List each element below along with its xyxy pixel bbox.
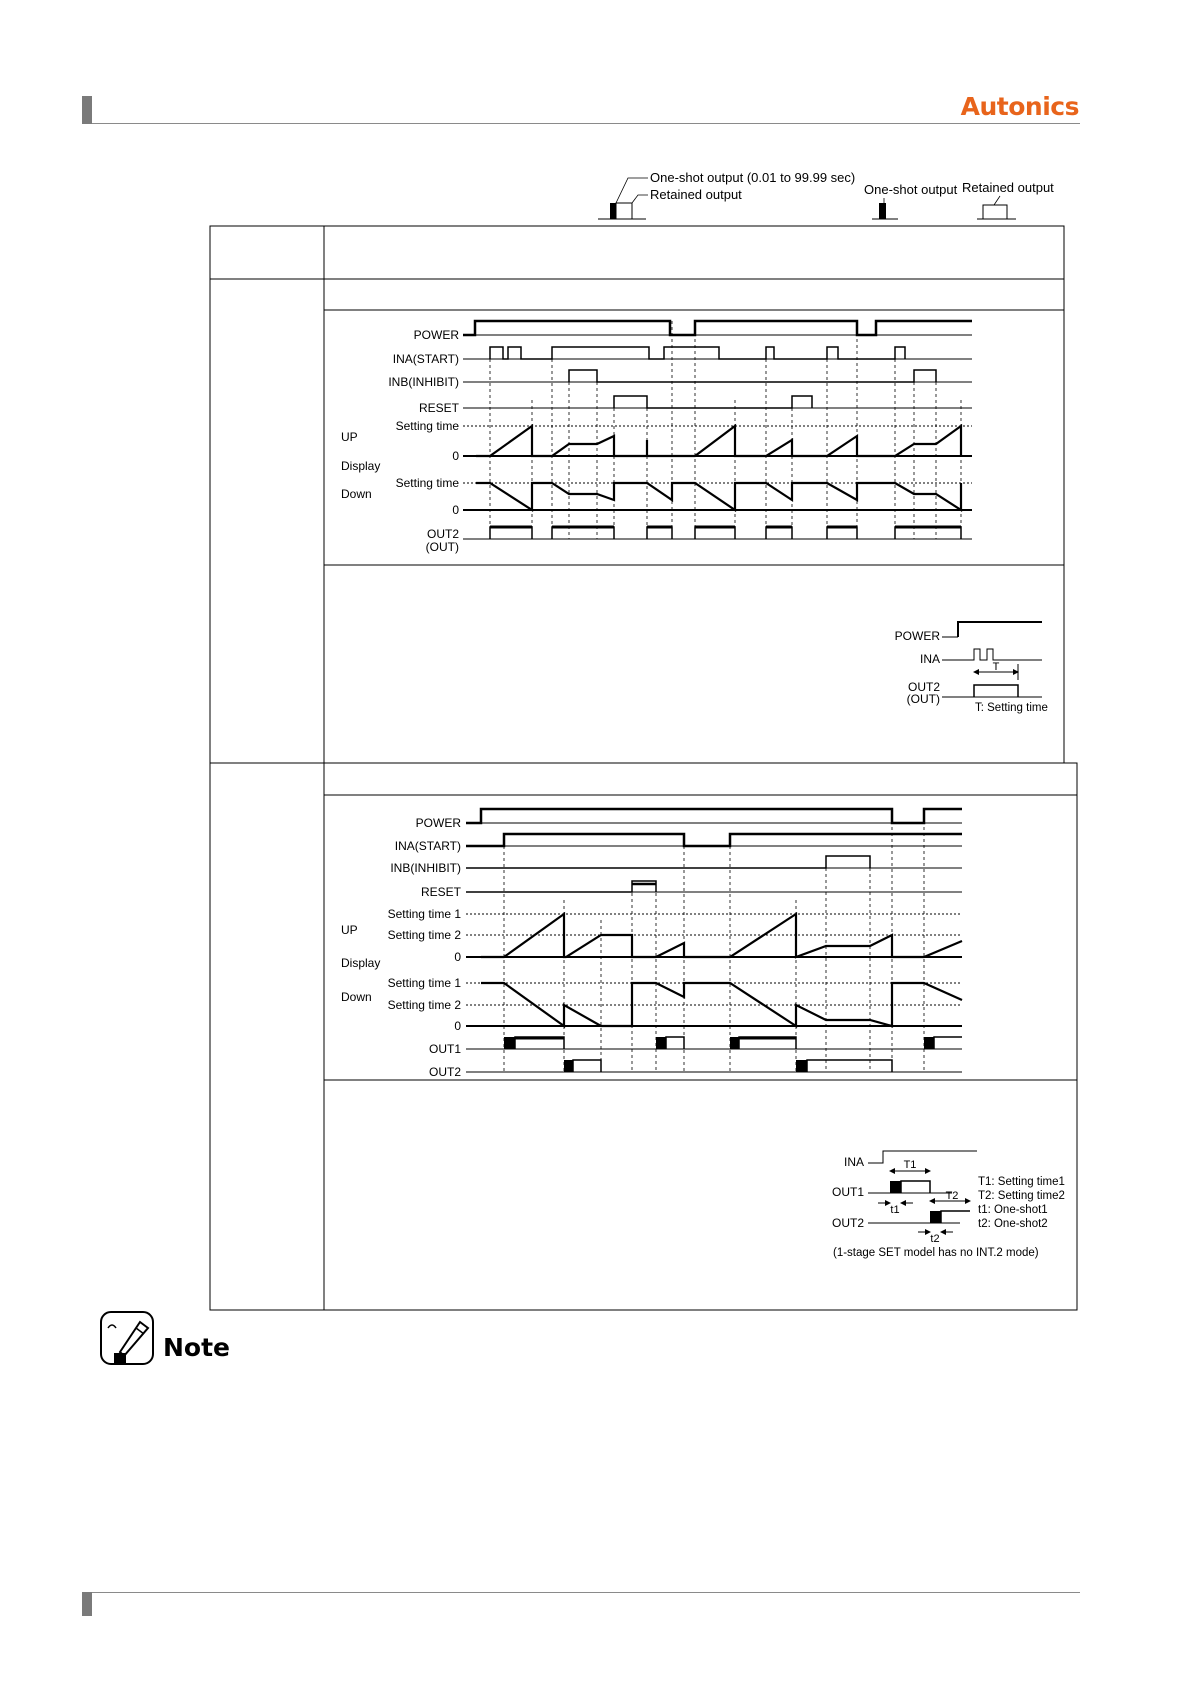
m2-legend-2: T2: Setting time2: [978, 1190, 1065, 1202]
timing-chart-int1: [341, 321, 972, 554]
c2-out1-label: OUT1: [428, 1042, 461, 1056]
c1-display-label: Display: [341, 459, 381, 473]
legend-oneshot-short: One-shot output: [864, 182, 958, 197]
m2-s2-label: t2: [930, 1233, 940, 1245]
legend-retained: Retained output: [650, 187, 742, 202]
c2-zero-up-label: 0: [454, 950, 461, 964]
c2-zero-down-label: 0: [454, 1019, 461, 1033]
c1-setting-up-label: Setting time: [395, 419, 459, 433]
c2-st1-up-label: Setting time 1: [387, 907, 461, 921]
mode-table: [210, 226, 1077, 1310]
m2-legend-3: t1: One-shot1: [978, 1204, 1048, 1216]
m2-note: (1-stage SET model has no INT.2 mode): [833, 1247, 1039, 1259]
output-legend: [598, 170, 1054, 219]
m2-legend-4: t2: One-shot2: [978, 1218, 1048, 1230]
m1-out-label: (OUT): [906, 692, 940, 706]
c2-up-label: UP: [341, 923, 358, 937]
mini-chart-2: [832, 1151, 1065, 1259]
timing-chart-int2: [341, 809, 962, 1079]
c1-power-label: POWER: [413, 328, 459, 342]
c2-st2-down-label: Setting time 2: [387, 998, 461, 1012]
c2-reset-label: RESET: [420, 885, 461, 899]
c1-zero-down-label: 0: [452, 503, 459, 517]
c2-down-label: Down: [341, 990, 372, 1004]
c2-power-label: POWER: [415, 816, 461, 830]
legend-oneshot-range: One-shot output (0.01 to 99.99 sec): [650, 170, 856, 185]
m2-t1-label: T1: [903, 1159, 917, 1171]
c1-reset-label: RESET: [418, 401, 459, 415]
c2-ina-label: INA(START): [394, 839, 461, 853]
c1-setting-down-label: Setting time: [395, 476, 459, 490]
m2-s1-label: t1: [890, 1204, 900, 1216]
m1-t-label: T: [992, 661, 1000, 673]
c1-out2-label: OUT2: [426, 527, 459, 541]
m2-t2-label: T2: [945, 1190, 959, 1202]
c1-up-label: UP: [341, 430, 358, 444]
c1-zero-up-label: 0: [452, 449, 459, 463]
c1-inb-label: INB(INHIBIT): [388, 375, 459, 389]
legend-retained-short: Retained output: [962, 180, 1054, 195]
m1-power-label: POWER: [894, 629, 940, 643]
c1-down-label: Down: [341, 487, 372, 501]
m1-out2-label: OUT2: [907, 680, 940, 694]
note-label: Note: [163, 1333, 231, 1362]
c2-out2-label: OUT2: [428, 1065, 461, 1079]
m1-ina-label: INA: [919, 652, 940, 666]
m2-ina-label: INA: [843, 1155, 864, 1169]
c2-st2-up-label: Setting time 2: [387, 928, 461, 942]
brand-logo: Autonics: [960, 92, 1079, 121]
m1-note: T: Setting time: [975, 702, 1048, 714]
c1-ina-label: INA(START): [392, 352, 459, 366]
c1-out-label: (OUT): [425, 540, 459, 554]
c2-st1-down-label: Setting time 1: [387, 976, 461, 990]
mini-chart-1: [895, 622, 1048, 714]
m2-legend-1: T1: Setting time1: [978, 1176, 1065, 1188]
note-icon: [101, 1312, 153, 1364]
m2-out2-label: OUT2: [831, 1216, 864, 1230]
m2-out1-label: OUT1: [831, 1185, 864, 1199]
c2-inb-label: INB(INHIBIT): [390, 861, 461, 875]
c2-display-label: Display: [341, 956, 381, 970]
